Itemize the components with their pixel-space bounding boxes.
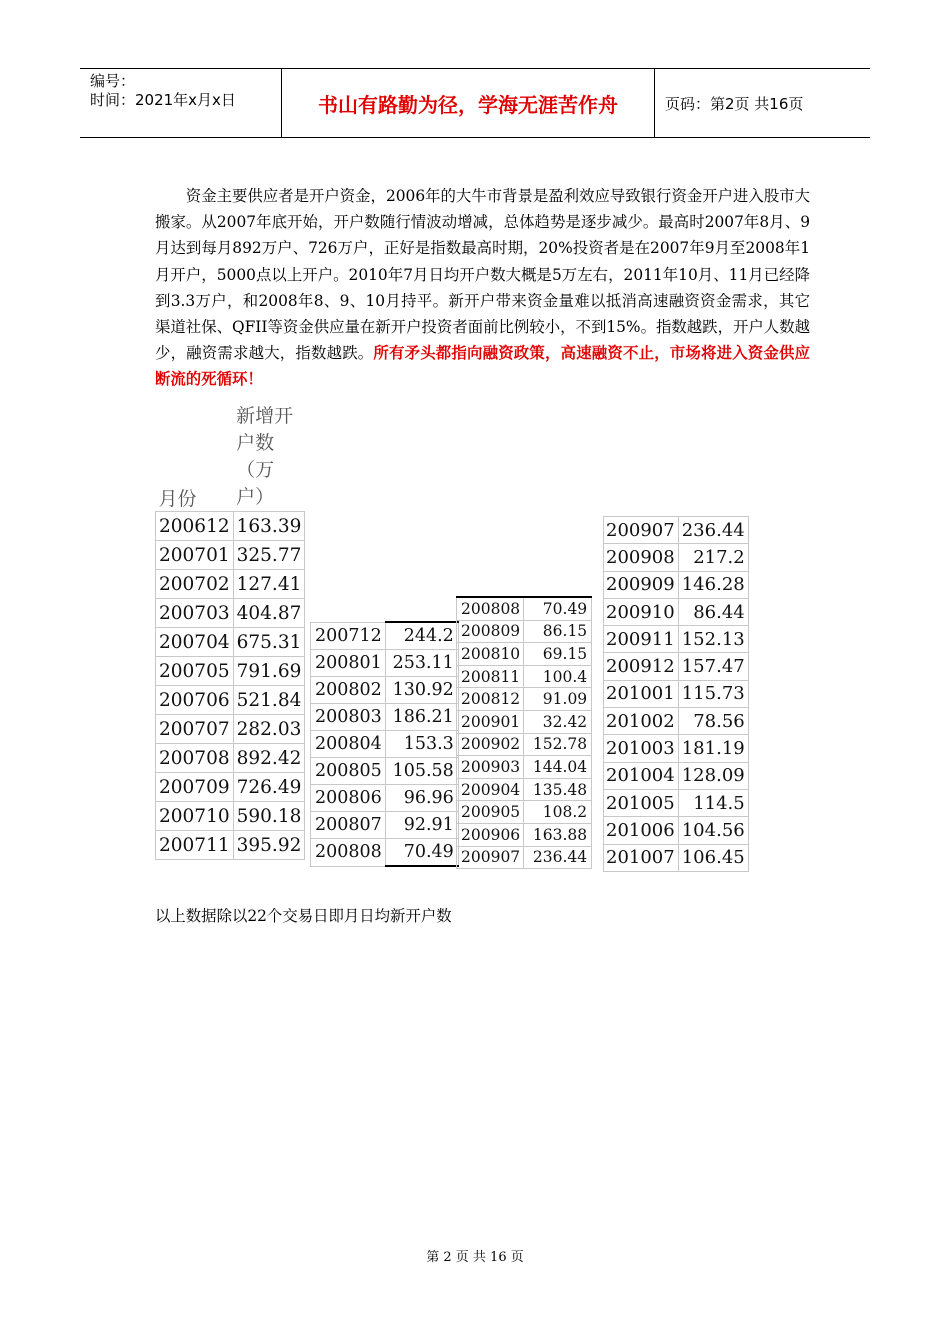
table-row (604, 517, 749, 544)
month-cell: 200708 (156, 744, 234, 773)
month-cell: 200803 (311, 704, 386, 731)
value-cell: 69.15 (524, 643, 592, 666)
table-row (156, 686, 305, 715)
table-row (457, 620, 592, 643)
table-row (457, 846, 592, 869)
month-cell: 200711 (156, 831, 234, 860)
month-cell: 200907 (604, 517, 679, 544)
paragraph-text: 资金主要供应者是开户资金，2006年的大牛市背景是盈利效应导致银行资金开户进入股市大搬家。从2007年底开始，开户数随行情波动增减，总体趋势是逐步减少。最高时2007年8月、9月达到每月892万户、726万户，正好是指数最高时期，20%投资者是在2007年9月至2008年1月开户，5000点以上开户。2010年7月日均开户数大概是5万左右，2011年10月、11月已经降到3.3万户，和2008年8、9、10月持平。新开户带来资金量难以抵消高速融资资金需求，其它渠道社保、QFII等资金供应量在新开户投资者面前比例较小，不到15%。指数越跌，开户人数越少，融资需求越大，指数越跌。 (155, 187, 810, 363)
value-cell: 244.2 (385, 622, 458, 650)
month-cell: 200804 (311, 731, 386, 758)
table-row (156, 512, 305, 541)
month-cell: 200801 (311, 650, 386, 677)
table-row (604, 653, 749, 680)
month-cell: 200908 (604, 544, 679, 571)
month-cell: 200910 (604, 598, 679, 625)
month-cell: 200612 (156, 512, 234, 541)
month-cell: 200705 (156, 657, 234, 686)
account-table-block-1 (155, 385, 305, 860)
value-cell: 108.2 (524, 801, 592, 824)
value-cell: 114.5 (678, 789, 748, 816)
value-cell: 726.49 (233, 773, 305, 802)
value-cell: 217.2 (678, 544, 748, 571)
table-row (457, 823, 592, 846)
table-row (311, 785, 459, 812)
value-cell: 130.92 (385, 677, 458, 704)
value-cell: 590.18 (233, 802, 305, 831)
month-cell: 200808 (311, 839, 386, 867)
month-cell: 200703 (156, 599, 234, 628)
table-row (156, 831, 305, 860)
table-row (311, 839, 459, 867)
month-column-header: 月份 (158, 488, 197, 510)
table-row (604, 762, 749, 789)
month-cell: 200701 (156, 541, 234, 570)
month-cell: 200710 (156, 802, 234, 831)
month-cell: 200808 (457, 597, 524, 620)
value-cell: 163.88 (524, 823, 592, 846)
table-row (457, 688, 592, 711)
table-row (457, 733, 592, 756)
month-cell: 200911 (604, 626, 679, 653)
value-cell: 325.77 (233, 541, 305, 570)
month-cell: 200809 (457, 620, 524, 643)
table-row (311, 622, 459, 650)
month-cell: 200704 (156, 628, 234, 657)
table-row (156, 570, 305, 599)
table-row (604, 598, 749, 625)
month-cell: 200909 (604, 571, 679, 598)
month-cell: 200805 (311, 758, 386, 785)
table-row (604, 844, 749, 871)
month-cell: 201005 (604, 789, 679, 816)
value-cell: 236.44 (678, 517, 748, 544)
table-row (604, 544, 749, 571)
month-cell: 200702 (156, 570, 234, 599)
month-cell: 200810 (457, 643, 524, 666)
body-paragraph (155, 183, 810, 393)
account-table-block-2 (310, 621, 459, 867)
value-column-header (233, 385, 305, 512)
value-cell: 100.4 (524, 665, 592, 688)
value-cell: 104.56 (678, 817, 748, 844)
value-cell: 106.45 (678, 844, 748, 871)
value-header-line: 新增开 (236, 405, 294, 427)
month-cell: 201003 (604, 735, 679, 762)
value-cell: 181.19 (678, 735, 748, 762)
month-cell: 200807 (311, 812, 386, 839)
value-cell: 675.31 (233, 628, 305, 657)
table-row (457, 597, 592, 620)
month-cell: 201004 (604, 762, 679, 789)
value-cell: 395.92 (233, 831, 305, 860)
table-row (604, 680, 749, 707)
table-row (156, 744, 305, 773)
month-cell: 200912 (604, 653, 679, 680)
value-cell: 892.42 (233, 744, 305, 773)
table-row (156, 802, 305, 831)
value-header-line: 户数 (236, 432, 275, 454)
month-cell: 200712 (311, 622, 386, 650)
page-header (80, 68, 870, 138)
value-cell: 92.91 (385, 812, 458, 839)
value-cell: 86.15 (524, 620, 592, 643)
table-row (156, 715, 305, 744)
month-cell: 200904 (457, 778, 524, 801)
value-cell: 791.69 (233, 657, 305, 686)
table-row (457, 665, 592, 688)
month-cell: 200903 (457, 756, 524, 779)
value-cell: 70.49 (524, 597, 592, 620)
month-cell: 200906 (457, 823, 524, 846)
value-cell: 521.84 (233, 686, 305, 715)
table-row (604, 708, 749, 735)
value-cell: 404.87 (233, 599, 305, 628)
value-cell: 32.42 (524, 710, 592, 733)
value-header-line: 户） (236, 486, 275, 508)
value-cell: 146.28 (678, 571, 748, 598)
data-note: 以上数据除以22个交易日即月日均新开户数 (155, 907, 452, 925)
header-meta (80, 69, 282, 137)
table-row (457, 801, 592, 824)
month-cell: 200802 (311, 677, 386, 704)
table-row (457, 756, 592, 779)
table-row (156, 773, 305, 802)
value-cell: 236.44 (524, 846, 592, 869)
month-cell: 200907 (457, 846, 524, 869)
value-cell: 153.3 (385, 731, 458, 758)
header-motto: 书山有路勤为径，学海无涯苦作舟 (282, 69, 655, 137)
table-row (156, 541, 305, 570)
month-cell: 200902 (457, 733, 524, 756)
table-row (604, 789, 749, 816)
month-cell: 200811 (457, 665, 524, 688)
table-row (311, 812, 459, 839)
account-table-block-3 (456, 596, 592, 869)
table-row (457, 643, 592, 666)
value-cell: 115.73 (678, 680, 748, 707)
value-cell: 144.04 (524, 756, 592, 779)
month-cell: 200706 (156, 686, 234, 715)
month-cell: 200901 (457, 710, 524, 733)
value-cell: 152.13 (678, 626, 748, 653)
value-cell: 253.11 (385, 650, 458, 677)
value-cell: 282.03 (233, 715, 305, 744)
month-cell: 201007 (604, 844, 679, 871)
header-page-info: 页码：第2页 共16页 (665, 94, 804, 113)
table-row (156, 599, 305, 628)
value-header-line: （万 (236, 459, 275, 481)
account-table-block-4 (603, 516, 749, 872)
highlight-text: 所有矛头都指向融资政策，高速融资不止，市场将进入资金供应断流的死循环！ (155, 344, 810, 389)
table-row (604, 626, 749, 653)
month-cell: 200806 (311, 785, 386, 812)
table-row (156, 657, 305, 686)
table-row (311, 704, 459, 731)
value-cell: 127.41 (233, 570, 305, 599)
value-cell: 96.96 (385, 785, 458, 812)
value-cell: 105.58 (385, 758, 458, 785)
table-row (311, 677, 459, 704)
table-row (311, 758, 459, 785)
page-footer: 第 2 页 共 16 页 (426, 1250, 524, 1265)
month-cell: 200707 (156, 715, 234, 744)
value-cell: 152.78 (524, 733, 592, 756)
month-cell: 201002 (604, 708, 679, 735)
table-row (604, 735, 749, 762)
table-row (604, 571, 749, 598)
value-cell: 157.47 (678, 653, 748, 680)
table-row (457, 778, 592, 801)
table-row (156, 628, 305, 657)
document-number: 编号： (90, 72, 136, 90)
table-header-row (156, 385, 305, 512)
month-cell: 200905 (457, 801, 524, 824)
table-row (604, 817, 749, 844)
value-cell: 163.39 (233, 512, 305, 541)
value-cell: 135.48 (524, 778, 592, 801)
table-row (311, 650, 459, 677)
month-cell: 200812 (457, 688, 524, 711)
value-cell: 70.49 (385, 839, 458, 867)
table-row (457, 710, 592, 733)
table-row (311, 731, 459, 758)
value-cell: 91.09 (524, 688, 592, 711)
month-cell: 200709 (156, 773, 234, 802)
month-cell: 201006 (604, 817, 679, 844)
value-cell: 86.44 (678, 598, 748, 625)
month-cell: 201001 (604, 680, 679, 707)
value-cell: 128.09 (678, 762, 748, 789)
value-cell: 78.56 (678, 708, 748, 735)
document-date: 时间：2021年x月x日 (90, 91, 236, 109)
value-cell: 186.21 (385, 704, 458, 731)
